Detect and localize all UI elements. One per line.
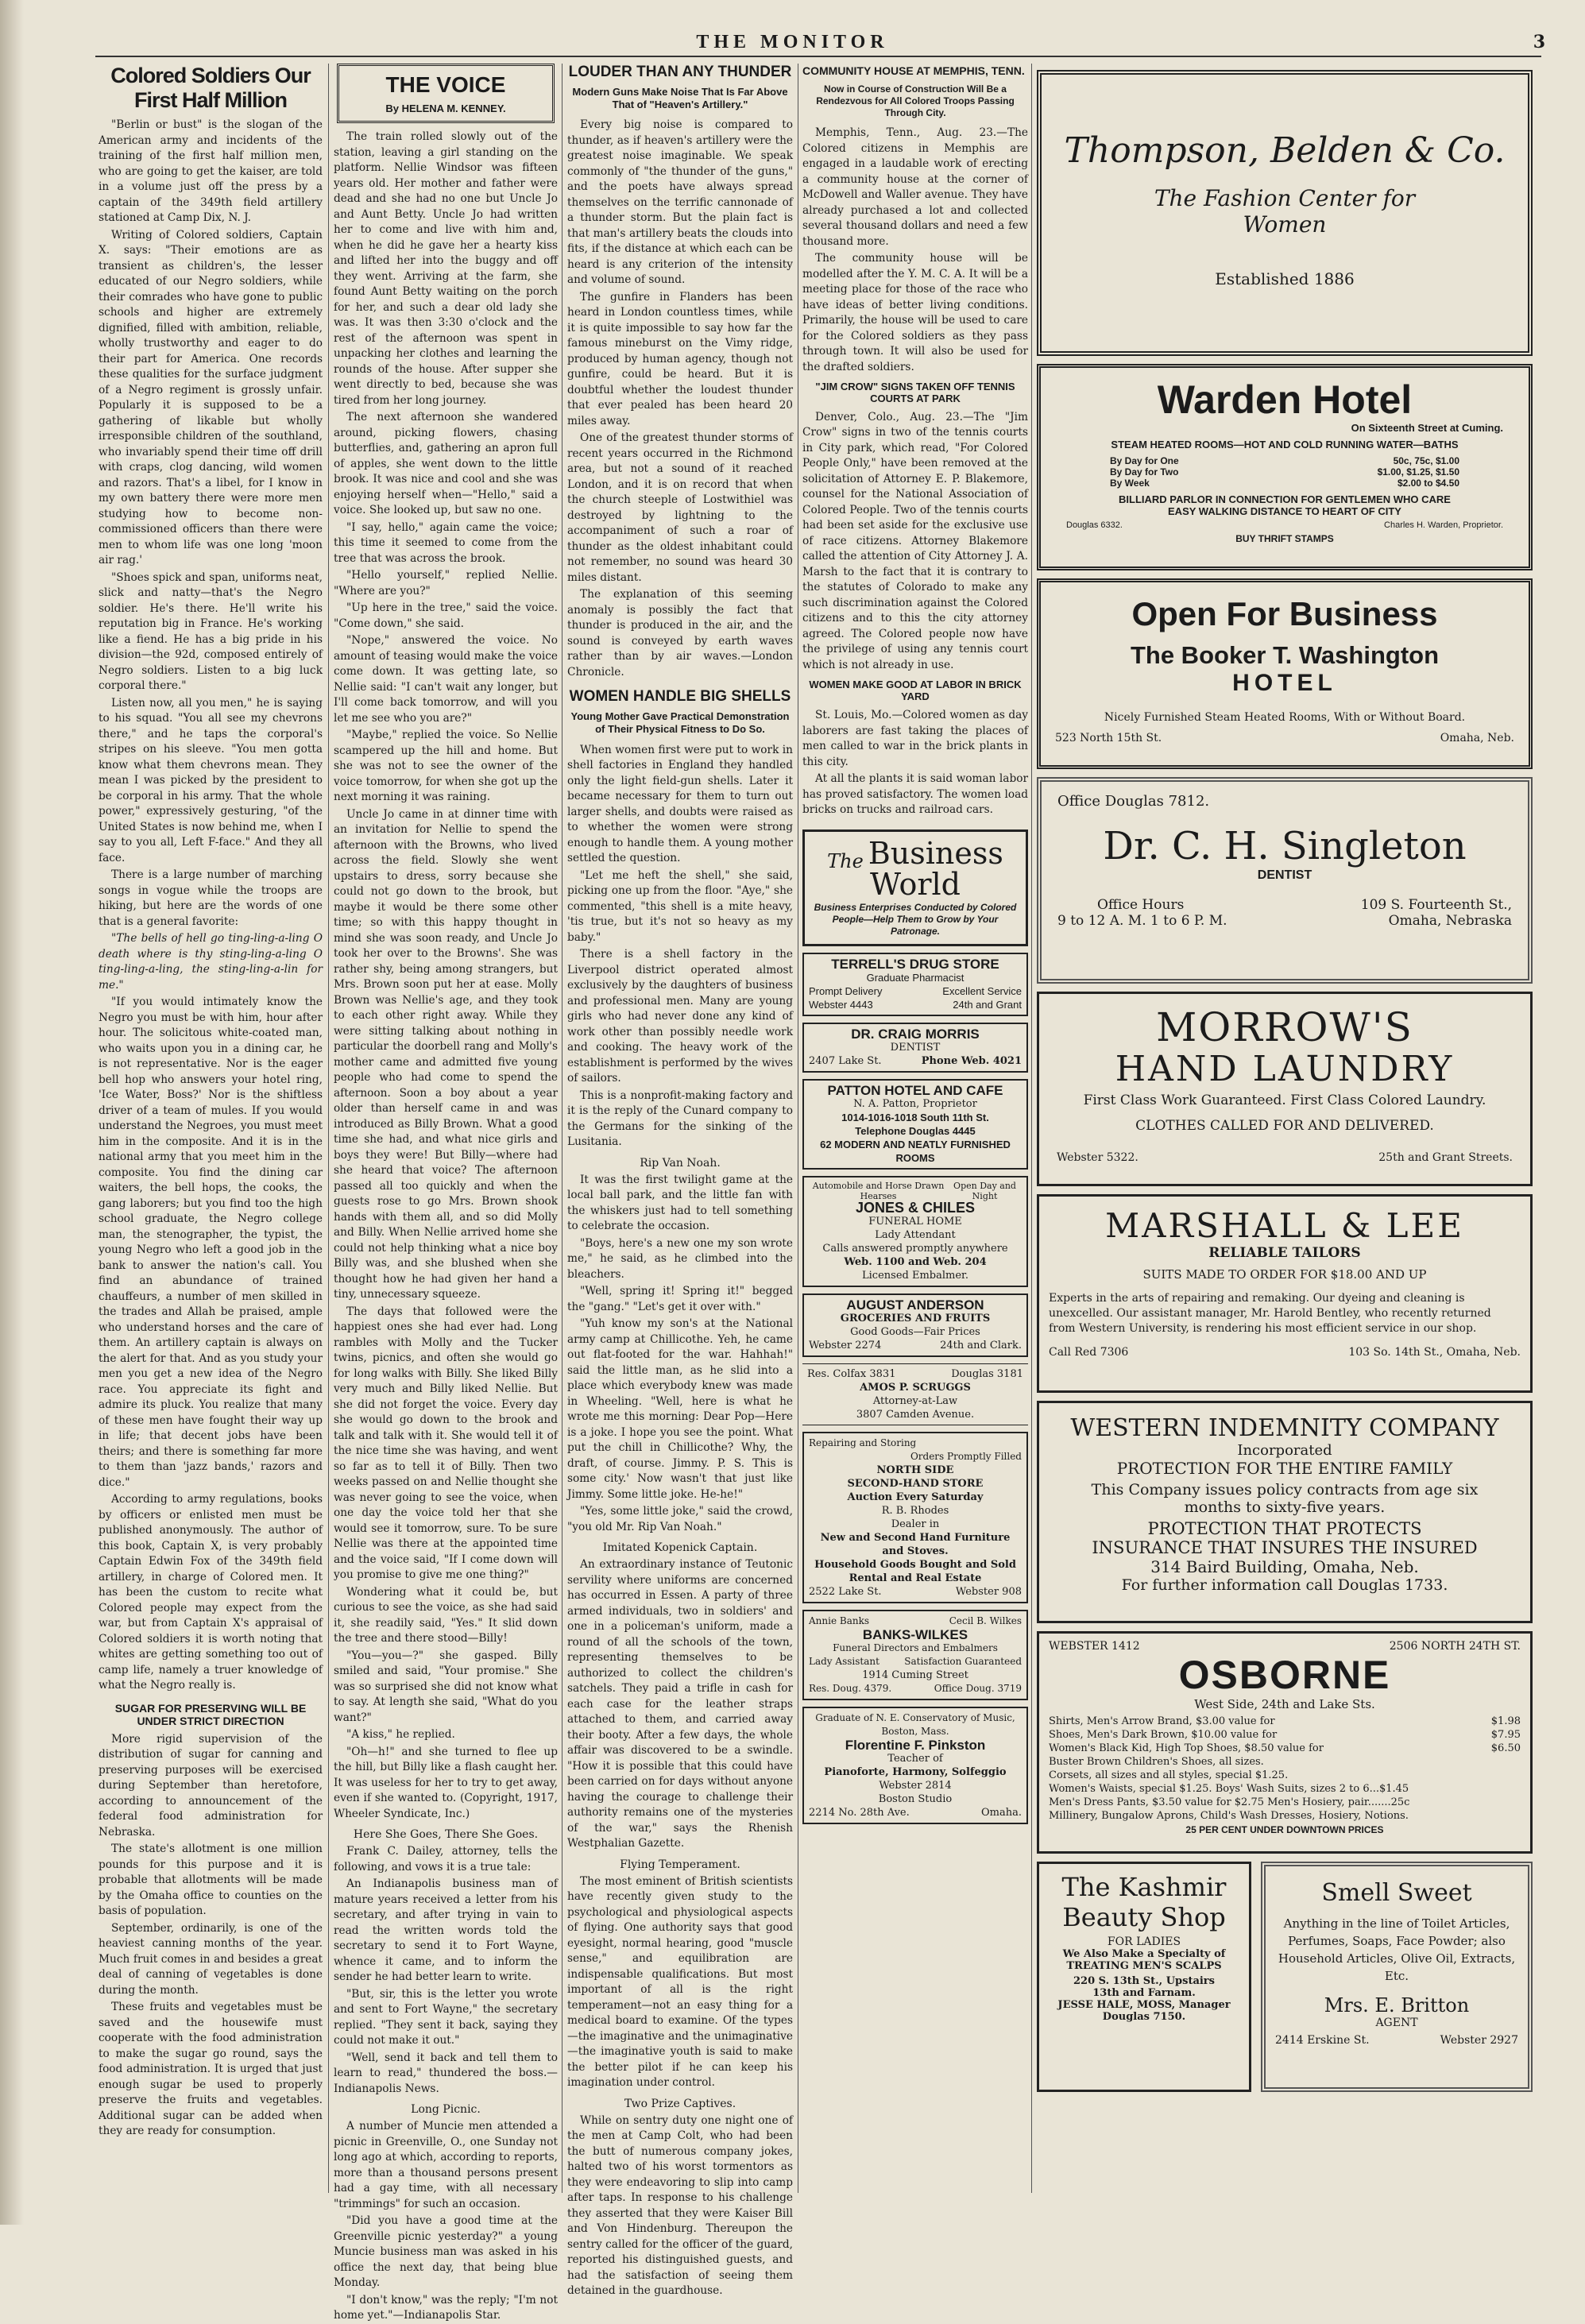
ad-line: CLOTHES CALLED FOR AND DELIVERED. <box>1135 1118 1434 1134</box>
paragraph: When women first were put to work in shell factories in England they handled only the light field-gun shells. Later it became necessary for them to turn out larger shells, and doubts were raised as to whether the women were strong enough to handle them. A young mother settled the question. <box>567 743 793 865</box>
ad-line: Automobile and Horse Drawn Hearses <box>812 1180 945 1201</box>
ad-line: Orders Promptly Filled <box>910 1450 1022 1462</box>
ad-line: EASY WALKING DISTANCE TO HEART OF CITY <box>1168 505 1401 517</box>
ad-kashmir-beauty-shop <box>1037 1862 1251 2092</box>
ad-name: MARSHALL & LEE <box>1105 1206 1464 1245</box>
ad-name: NORTH SIDE <box>876 1464 954 1476</box>
ad-marshall-lee <box>1037 1194 1533 1393</box>
ad-jones-chiles <box>802 1176 1028 1287</box>
ad-line: We Also Make a Specialty of <box>1062 1948 1226 1960</box>
ad-name: Smell Sweet <box>1321 1879 1472 1907</box>
paragraph: The community house will be modelled after the Y. M. C. A. It will be a meeting place for those of the race who have ideas of better living conditions. Primarily, the house will be used to care for the Colored soldiers as they pass through town. It will also be used for the drafted soldiers. <box>802 252 1028 373</box>
paragraph: These fruits and vegetables must be saved and the housewife must cooperate with the food administration to make the sugar go round, says the food administration. It is urged that just enough sugar be used to properly preserve the fruits and vegetables. Additional sugar can be added when they are ready for consumption. <box>99 2001 323 2138</box>
ad-phone: Douglas 3181 <box>951 1367 1023 1380</box>
ad-name: BANKS-WILKES <box>862 1626 968 1642</box>
price-value: $1.98 <box>1490 1715 1521 1727</box>
headline-colored-soldiers: Colored Soldiers Our First Half Million <box>110 64 311 113</box>
ad-name: Florentine F. Pinkston <box>845 1737 986 1753</box>
paragraph: The most eminent of British scientists have recently given study to the psychological and physiological aspects of flying. One authority says that good eyesight, normal hearing, good "muscle sense," and equilibration are indispensable qualifications. But most important of all is the right temperament—not an easy thing for a medical board to examine. Of the types—the imaginative and the unimaginative—the imaginative youth is said to make the better pilot if he can keep his imagination under control. <box>567 1874 793 2090</box>
headline-rip-van-noah: Rip Van Noah. <box>640 1156 721 1170</box>
ad-line: Nicely Furnished Steam Heated Rooms, With or Without Board. <box>1104 711 1466 724</box>
ad-name: OSBORNE <box>1178 1653 1391 1697</box>
ad-line: Incorporated <box>1237 1442 1332 1459</box>
ad-phone: Douglas 6332. <box>1066 520 1123 530</box>
ad-line: Satisfaction Guaranteed <box>904 1655 1022 1667</box>
ad-line: On Sixteenth Street at Cuming. <box>1351 422 1503 434</box>
paragraph: The days that followed were the happiest ones she had ever had. Long rambles with Molly and the Tucker twins, picnics, and often she would go for long walks with Billy. She liked Billy very much and Billy liked Nellie. But she did not forget the voice. Every day she would go down to the brook and talk and talk with it. She would tell it of the nice time she was having, and went so far as to tell it of Billy. Then two weeks passed on and Nellie thought she was never going to see the voice, when one day the voice told her that she would see it tomorrow, sure. To be sure Nellie was there at the appointed time and the voice said, "If I come down will you promise to give me one thing?" <box>334 1305 558 1581</box>
ad-name: Beauty Shop <box>1062 1902 1226 1932</box>
ad-name: Thompson, Belden & Co. <box>1064 130 1506 171</box>
ad-line: PROTECTION THAT PROTECTS <box>1147 1519 1422 1538</box>
price-row <box>1049 1728 1521 1742</box>
ad-line: BILLIARD PARLOR IN CONNECTION FOR GENTLEMEN WHO CARE <box>1119 493 1451 505</box>
ad-line: JESSE HALE, MOSS, Manager <box>1057 1999 1231 2011</box>
ad-line: Auction Every Saturday <box>847 1491 984 1503</box>
paragraph: "Yes, some little joke," said the crowd, "you old Mr. Rip Van Noah." <box>567 1505 793 1533</box>
the-voice-title-box <box>337 64 555 123</box>
ad-line: Pianoforte, Harmony, Solfeggio <box>824 1765 1007 1778</box>
ad-address: 314 Baird Building, Omaha, Neb. <box>1150 1557 1419 1576</box>
ad-phone: Office Doug. 3719 <box>934 1682 1022 1694</box>
ad-phone: Office Douglas 7812. <box>1057 793 1210 810</box>
ad-phone: WEBSTER 1412 <box>1049 1640 1140 1653</box>
ad-line: STEAM HEATED ROOMS—HOT AND COLD RUNNING WATER—BATHS <box>1111 439 1459 450</box>
paragraph: A number of Muncie men attended a picnic in Greenville, O., one Sunday not long ago at which, according to reports, more than a thousand persons present had a gay time, with all necessary "trimmings" for such an occasion. <box>334 2120 558 2210</box>
ad-name: WESTERN INDEMNITY COMPANY <box>1070 1414 1499 1442</box>
ad-line: Buster Brown Children's Shoes, all sizes. <box>1049 1756 1264 1768</box>
paragraph: An extraordinary instance of Teutonic servility where uniforms are concerned has occurred in Essen. A party of three armed individuals, two in soldiers' and one in a policeman's uniform, made a round of all the schools of the town, representing themselves to be authorized to collect the children's satchels. They paid a trifle in cash for each case for the leather straps attached to them, and carried away their booty. After a few days, the whole affair was discovered to be a swindle. "How it is possible that this could have been carried on for days without anyone having the courage to challenge their authority remains one of the mysteries of the war," says the Rhenish Westphalian Gazette. <box>567 1558 793 1850</box>
paragraph: This is a nonprofit-making factory and it is the reply of the Cunard company to the Germans for the sinking of the Lusitania. <box>567 1089 793 1149</box>
ad-phone: Webster 908 <box>955 1585 1022 1598</box>
ad-name: MORROW'S <box>1156 1004 1413 1050</box>
ad-line: BUY THRIFT STAMPS <box>1235 533 1334 544</box>
paragraph: "Nope," answered the voice. No amount of teasing would make the voice come down. It was getting late, so Nellie said: "I can't wait any longer, but I'll come back tomorrow, and will you let me see who you are?" <box>334 634 558 725</box>
headline-jim-crow: "JIM CROW" SIGNS TAKEN OFF TENNIS COURTS AT PARK <box>815 381 1015 404</box>
rate-label: By Day for One <box>1110 455 1179 466</box>
ad-line: Established 1886 <box>1215 269 1355 288</box>
column-4 <box>802 64 1028 2193</box>
ad-phone: Res. Colfax 3831 <box>807 1367 896 1380</box>
rate-row <box>1110 478 1459 489</box>
column-divider <box>1031 64 1032 2193</box>
ad-smell-sweet <box>1261 1862 1533 2092</box>
ad-line: Good Goods—Fair Prices <box>850 1325 980 1338</box>
ad-warden-hotel <box>1037 364 1533 570</box>
ad-name: JONES & CHILES <box>855 1199 976 1216</box>
paragraph: "A kiss," he replied. <box>346 1728 455 1741</box>
ad-line: DENTIST <box>1257 868 1312 882</box>
column-2 <box>334 64 558 2322</box>
paragraph: The gunfire in Flanders has been heard in London countless times, while it is quite impossible to say how far the famous mineburst on the Vimy ridge, produced by human agency, though not gunfire, could be heard. But it is doubtful whether the loudest thunder that ever pealed has been heard 20 miles away. <box>567 290 793 427</box>
price-label: Women's Black Kid, High Top Shoes, $8.50 value for <box>1049 1742 1324 1754</box>
rate-value: 50c, 75c, $1.00 <box>1393 455 1459 466</box>
ad-line: Cecil B. Wilkes <box>949 1614 1022 1626</box>
ad-line: West Side, 24th and Lake Sts. <box>1194 1697 1375 1711</box>
subhead: Modern Guns Make Noise That Is Far Above That of "Heaven's Artillery." <box>572 85 788 111</box>
bw-business: Business <box>868 835 1003 871</box>
ad-line: New and Second Hand Furniture and Stoves. <box>820 1531 1011 1557</box>
ad-osborne <box>1037 1631 1533 1854</box>
ad-line: Corsets, all sizes and all styles, special $1.25. <box>1049 1769 1289 1781</box>
headline-flying: Flying Temperament. <box>620 1858 740 1871</box>
ad-line: The Fashion Center for <box>1154 185 1416 211</box>
ad-line: Office Hours <box>1097 897 1185 913</box>
ad-line: Lady Attendant <box>875 1228 956 1241</box>
paragraph: Writing of Colored soldiers, Captain X. says: "Their emotions are as transient as children's, the lesser educated of our Negro soldiers, while their comrades who have gone to public schools and higher are extremely dignified, filled with ambition, reliable, wholly trustworthy and eager to do their part for America. One records these qualities for the surface judgment of a Negro regiment is grossly unfair. Popularly it is supposed to be a gathering of likable but wholly irresponsible children of the southland, who invariably spend their time off drill with craps, clog dancing, wild women and razors. That's a libel, for I know in my own battery there were more men studying how to become non-commissioned officers than there were men to whom life was one long 'moon air rag.' <box>99 228 323 567</box>
paragraph: "But, sir, this is the letter you wrote and sent to Fort Wayne," the secretary replied. "They sent it back, saying they could not make it out." <box>334 1987 558 2047</box>
ad-line: FUNERAL HOME <box>868 1215 962 1228</box>
paragraph: Frank C. Dailey, attorney, tells the following, and vows it is a true tale: <box>334 1845 558 1874</box>
ad-line: Omaha, Nebraska <box>1388 913 1512 929</box>
price-row <box>1049 1742 1521 1755</box>
story-the-voice <box>334 130 558 1822</box>
ad-north-side-store <box>802 1432 1028 1603</box>
ad-patton-hotel <box>802 1079 1028 1170</box>
ad-name: The Kashmir <box>1061 1872 1227 1902</box>
paragraph: It was the first twilight game at the local ball park, and the little fan with the whiskers just had to tell something to celebrate the occasion. <box>567 1173 793 1233</box>
paragraph: "I don't know," was the reply; "I'm not home yet."—Indianapolis Star. <box>334 2293 558 2322</box>
rate-value: $1.00, $1.25, $1.50 <box>1377 466 1459 478</box>
ad-line: Annie Banks <box>809 1614 870 1626</box>
headline-women-brick-yard: WOMEN MAKE GOOD AT LABOR IN BRICK YARD <box>809 679 1022 703</box>
ad-name: Dr. C. H. Singleton <box>1103 824 1467 868</box>
ad-line: Prompt Delivery <box>809 984 883 997</box>
paragraph: While on sentry duty one night one of the men at Camp Colt, who had been the butt of numerous company jokes, halted two of his worst tormentors as they were endeavoring to slip into camp after taps. In response to his challenge they asserted that they were Kaiser Bill and Von Hindenburg. Thereupon the sentry called for the officer of the guard, reported his distinguished guests, and had the satisfaction of seeing them detained in the guardhouse. <box>567 2113 793 2298</box>
ad-address: 3807 Camden Avenue. <box>856 1408 975 1421</box>
paragraph: There is a shell factory in the Liverpool district operated almost exclusively by the daughters of business and professional men. Many are young girls who had never done any kind of work other than possibly needle work and cooking. The heavy work of the establishment is performed by the wives of sailors. <box>567 948 793 1085</box>
ad-line: Lady Assistant <box>809 1655 879 1667</box>
headline-community-house: COMMUNITY HOUSE AT MEMPHIS, TENN. <box>802 64 1025 77</box>
paragraph: Every big noise is compared to thunder, as if heaven's artillery were the greatest noise imaginable. We speak commonly of "the thunder of the guns," and the poets have always spread themselves on the terrific cannonade of a thunder storm. But the plain fact is that man's artillery beats the clouds into fits, if the distance at which each can be heard is any criterion of the intensity and volume of sound. <box>567 118 793 287</box>
ad-terrells-drug <box>802 953 1028 1016</box>
paragraph: Listen now, all you men," he is saying to his squad. "You all see my chevrons there," and he taps the corporal's stripes on his sleeve. "You men gotta know what them chevrons mean. They mean I was picked by the president to be corporal in his army. That the whole power," expressively gesturing, "of the United States is now behind me, when I say to you all, Left F-face." And they all face. <box>99 696 323 864</box>
bw-tagline: Business Enterprises Conducted by Colored People—Help Them to Grow by Your Patronage. <box>814 901 1017 937</box>
paragraph: The state's allotment is one million pounds for this purpose and it is probable that allotments will be made by the Omaha office to counties on the basis of population. <box>99 1843 323 1918</box>
ad-line: Open Day and Night <box>953 1180 1016 1201</box>
ad-line: Boston Studio <box>878 1792 953 1805</box>
ad-phone: Call Red 7306 <box>1049 1346 1129 1359</box>
ad-line: Attorney-at-Law <box>872 1394 958 1407</box>
ad-line: Funeral Directors and Embalmers <box>833 1641 998 1653</box>
ad-address: 2414 Erskine St. <box>1275 2034 1370 2047</box>
ad-name: Mrs. E. Britton <box>1324 1994 1470 2017</box>
ad-address: 13th and Farnam. <box>1092 1987 1196 1999</box>
bw-the: The <box>827 849 864 872</box>
ad-name: PATTON HOTEL AND CAFE <box>827 1082 1003 1098</box>
paragraph: "Up here in the tree," said the voice. "Come down," she said. <box>334 601 558 630</box>
ad-phone: Douglas 7150. <box>1102 2011 1186 2023</box>
paragraph: "Berlin or bust" is the slogan of the American army and incidents of the training of the first half million men, who are going to get the kaiser, are told in a volume just off the press by a captain of the 349th field artillery stationed at Camp Dix, N. J. <box>99 118 323 225</box>
ad-thompson-belden <box>1037 70 1533 356</box>
ad-phone: Res. Doug. 4379. <box>809 1682 892 1694</box>
ad-body: Experts in the arts of repairing and remaking. Our dyeing and cleaning is unexcelled. Our assistant manager, Mr. Harold Bentley, who recently returned from Western University, is rendering his most efficient service in our shop. <box>1049 1292 1491 1335</box>
ad-phone: Webster 2274 <box>809 1339 882 1351</box>
headline-captives: Two Prize Captives. <box>624 2097 736 2110</box>
ad-line: This Company issues policy contracts from age six months to sixty-five years. <box>1091 1481 1479 1516</box>
paragraph: Memphis, Tenn., Aug. 23.—The Colored citizens in Memphis are engaged in a laudable work of erecting a community house at the corner of McDowell and Waller avenue. They have already purchased a lot and collected several thousand dollars and need a few thousand more. <box>802 126 1028 248</box>
column-divider <box>328 64 329 2193</box>
headline-kopenick: Imitated Kopenick Captain. <box>602 1541 758 1555</box>
ad-address: 2214 No. 28th Ave. <box>809 1806 910 1819</box>
ad-line: RELIABLE TAILORS <box>1208 1245 1361 1261</box>
ad-line: INSURANCE THAT INSURES THE INSURED <box>1092 1538 1478 1557</box>
ad-line: Teacher of <box>887 1752 943 1765</box>
paragraph: "Hello yourself," replied Nellie. "Where are you?" <box>334 569 558 597</box>
price-label: Shoes, Men's Dark Brown, $10.00 value for <box>1049 1729 1278 1741</box>
byline: By HELENA M. KENNEY. <box>385 102 506 114</box>
masthead <box>0 32 1585 51</box>
ad-line: PROTECTION FOR THE ENTIRE FAMILY <box>1116 1459 1453 1478</box>
ad-line: 62 MODERN AND NEATLY FURNISHED ROOMS <box>820 1138 1011 1164</box>
ad-name: SECOND-HAND STORE <box>847 1477 984 1490</box>
price-row <box>1049 1715 1521 1728</box>
ad-line: AGENT <box>1375 2017 1418 2029</box>
price-value: $6.50 <box>1490 1742 1521 1754</box>
paragraph: More rigid supervision of the distribution of sugar for canning and preserving purposes will be exercised during September than heretofore, according to announcement of the federal food administration for Nebraska. <box>99 1732 323 1839</box>
paragraph: An Indianapolis business man of mature years received a letter from his secretary, and after trying in vain to read the written words told the secretary to send it to Fort Wayne, whence it came, and to inform the sender he had better learn to write. <box>334 1877 558 1983</box>
ad-body: Anything in the line of Toilet Articles, Perfumes, Soaps, Face Powder; also Household Articles, Olive Oil, Extracts, Etc. <box>1278 1916 1516 1983</box>
rate-row <box>1110 466 1459 478</box>
paragraph: "I say, hello," again came the voice; this time it seemed to come from the tree that was across the brook. <box>334 520 558 565</box>
ad-address: 2506 NORTH 24TH ST. <box>1389 1640 1521 1653</box>
ad-line: Calls answered promptly anywhere <box>822 1242 1008 1255</box>
paragraph: There is a large number of marching songs in vogue while the troops are hiking, but here are the words of one that is a general favorite: <box>99 868 323 928</box>
paragraph: St. Louis, Mo.—Colored women as day laborers are fast taking the places of men called to war in the brick plants in this city. <box>802 709 1028 768</box>
ad-name: AMOS P. SCRUGGS <box>860 1381 971 1394</box>
price-value: $7.95 <box>1490 1729 1521 1741</box>
ad-line: Licensed Embalmer. <box>862 1269 968 1282</box>
ad-line: FOR LADIES <box>1107 1935 1181 1948</box>
ad-western-indemnity <box>1037 1401 1533 1623</box>
ad-line: Millinery, Bungalow Aprons, Child's Wash Dresses, Hosiery, Notions. <box>1049 1810 1409 1822</box>
paragraph: "Boys, here's a new one my son wrote me," he said, as he climbed into the bleachers. <box>567 1236 793 1281</box>
paragraph: The explanation of this seeming anomaly is possibly the fact that thunder is produced in the air, and the sound is conveyed by earth waves rather than by air waves.—London Chronicle. <box>567 588 793 679</box>
ad-line: HAND LAUNDRY <box>1115 1049 1455 1089</box>
ad-address: 103 So. 14th St., Omaha, Neb. <box>1348 1346 1521 1359</box>
ad-line: Omaha. <box>981 1806 1022 1819</box>
ad-name: Open For Business <box>1131 595 1438 632</box>
rate-label: By Week <box>1110 478 1150 489</box>
headline-here-she-goes: Here She Goes, There She Goes. <box>353 1828 539 1841</box>
ad-address: 1914 Cuming Street <box>862 1669 968 1681</box>
ad-line: DENTIST <box>890 1041 941 1054</box>
paragraph: "Let me heft the shell," she said, picking one up from the floor. "Aye," she commented, "this shell is a mite heavy, 'tis true, but it's not so heavy as my baby." <box>567 868 793 944</box>
ad-line: The Booker T. Washington <box>1130 641 1440 669</box>
ad-amos-scruggs <box>802 1363 1028 1425</box>
price-label: Shirts, Men's Arrow Brand, $3.00 value for <box>1049 1715 1275 1727</box>
page-number: 3 <box>1533 32 1545 52</box>
paragraph: "Shoes spick and span, uniforms neat, slick and natty—that's the Negro soldier. He's there. He'll write his reputation big in France. He's working like a fiend. He has a big pride in his division—the 92d, composed entirely of Negro soldiers. Listen to a big luck corporal there." <box>99 570 323 693</box>
ad-address: 220 S. 13th St., Upstairs <box>1073 1975 1215 1987</box>
paragraph: "If you would intimately know the Negro you must be with him, hour after hour. The solicitous white-coated man, who waits upon you in a dining car, he is not representative. Nor is the eager bell hop who answers your hotel ring, 'Ice Water, Boss?' Nor is the shiftless driver of a team of mules. If you would understand the Negroes, you must meet him in the composite. And it is in the national army that you meet him in the composite. You find the dining car waiters, the bell hops, the cooks, the gang laborers; but you find too the high school graduate, the Negro college man, the stenographer, the typist, the young Negro who left a good job in the bank to answer the nation's call. You find an abundance of trained chauffeurs, a number of men skilled in the trades and Allah be praised, ample who understand horses and the care of them. An artillery captain is always on the alert for that. And as you study your men you get a new idea of the Negro race. You appreciate its fight and admire its pluck. You realize that many of these men have fought their way up in life; that decent jobs have been theirs; and there is something far more to them than 'jazz bands,' razors and dice." <box>99 996 323 1489</box>
ad-line: Dealer in <box>891 1518 940 1530</box>
business-world-box <box>802 829 1028 946</box>
ad-craig-morris <box>802 1023 1028 1073</box>
paragraph: "Maybe," replied the voice. So Nellie scampered up the hill and home. But she was not to see the owner of the voice tomorrow, for when she got up the next morning it was raining. <box>334 729 558 803</box>
paragraph: "You—you—?" she gasped. Billy smiled and said, "Your promise." She was so surprised she did not know what to say. At length she said, "What do you want?" <box>334 1649 558 1724</box>
ad-line: For further information call Douglas 1733. <box>1121 1576 1448 1594</box>
paragraph: Denver, Colo., Aug. 23.—The "Jim Crow" signs in two of the tennis courts in City park, which read, "For Colored People Only," have been removed at the solicitation of Attorney E. P. Blakemore, counsel for the National Association of Colored People. Two of the tennis courts had been set aside for the exclusive use of race citizens. Attorney Blakemore called the attention of City Attorney J. A. Marsh to the fact that it is contrary to the statutes of Colorado to make any such discrimination against the Colored citizens and to this the city attorney agreed. The Colored people now have the privilege of using any tennis court which is not already in use. <box>802 410 1028 671</box>
story-title: THE VOICE <box>385 72 506 97</box>
ad-name: AUGUST ANDERSON <box>846 1297 984 1313</box>
paragraph: At all the plants it is said woman labor has proved satisfactory. The women load bricks on trucks and railroad cars. <box>802 772 1028 817</box>
masthead-rule <box>95 56 1541 57</box>
headline-sugar: SUGAR FOR PRESERVING WILL BE UNDER STRICT DIRECTION <box>114 1701 307 1727</box>
ad-line: SUITS MADE TO ORDER FOR $18.00 AND UP <box>1142 1267 1427 1282</box>
ad-phone: Web. 1100 and Web. 204 <box>844 1255 987 1268</box>
ad-phone: Webster 2927 <box>1440 2034 1518 2047</box>
ad-line: Graduate of N. E. Conservatory of Music, Boston, Mass. <box>815 1711 1015 1737</box>
paragraph: One of the greatest thunder storms of recent years occurred in the Richmond area, but not a sound of it reached London, and it is on record that when the church steeple of Lostwithiel was destroyed by lightning to the accompaniment of such a roar of thunder as the oldest inhabitant could not remember, no sound was heard 30 miles distant. <box>567 431 793 584</box>
bw-world: World <box>870 866 961 902</box>
ad-address: 2407 Lake St. <box>809 1054 882 1067</box>
headline-women-shells: WOMEN HANDLE BIG SHELLS <box>569 688 791 706</box>
paragraph: "Well, send it back and tell them to learn to read," thundered the boss.—Indianapolis News. <box>334 2051 558 2095</box>
ad-address: 24th and Grant <box>953 998 1022 1011</box>
ad-singleton-dentist <box>1037 777 1533 984</box>
ad-line: R. B. Rhodes <box>881 1504 949 1517</box>
ad-address: 24th and Clark. <box>940 1339 1022 1351</box>
paper-title: THE MONITOR <box>696 32 889 52</box>
subhead: Young Mother Gave Practical Demonstration of Their Physical Fitness to Do So. <box>570 710 790 736</box>
rate-row <box>1110 455 1459 466</box>
ad-line: Excellent Service <box>942 984 1022 997</box>
rate-label: By Day for Two <box>1110 466 1179 478</box>
ad-line: 25 PER CENT UNDER DOWNTOWN PRICES <box>1185 1824 1384 1835</box>
ad-line: First Class Work Guaranteed. First Class Colored Laundry. <box>1083 1092 1486 1108</box>
paragraph: The train rolled slowly out of the station, leaving a girl standing on the platform. Nellie Windsor was fifteen years old. Her mother and father were dead and she had no one but Uncle Jo and Aunt Betty. Uncle Jo had written her to come and live with him and, when he did he gave her a hearty kiss and lifted her into the buggy and off they went. Arriving at the farm, she found Aunt Betty waiting on the porch for her, and such a dear old lady she was. It was then 3:30 o'clock and the rest of the afternoon was spent in unpacking her clothes and learning the rounds of the house. After supper she went directly to bed, because she was tired from her long journey. <box>334 130 558 407</box>
paragraph: "Yuh know my son's at the National army camp at Chillicothe. Yeh, he came out flat-footed for the war. Hahhah!" said the little man, as he slid into a place which everybody knew was made in Wheeling. "Well, here is what he wrote me this morning: Dear Pop—Here is a joke. I hope you see the point. What put the chill in Chillicothe? Why, the draft, of course. Jimmy. P. S. This is some city.' Now wasn't that just like Jimmy. Some little joke. He-he!" <box>567 1317 793 1501</box>
ad-address: 25th and Grant Streets. <box>1378 1151 1513 1164</box>
ad-pinkston <box>802 1707 1028 1824</box>
ad-line: Graduate Pharmacist <box>866 971 965 984</box>
ad-line: 9 to 12 A. M. 1 to 6 P. M. <box>1057 913 1227 929</box>
ad-address: 109 S. Fourteenth St., <box>1360 897 1512 913</box>
paragraph: September, ordinarily, is one of the heaviest canning months of the year. Much fruit comes in and besides a great deal of canning of vegetables is done during the month. <box>99 1921 323 1997</box>
ad-morrows-laundry <box>1037 992 1533 1186</box>
paragraph: The next afternoon she wandered around, picking flowers, chasing butterflies, and, gathering an apron full of apples, she went down to the little brook. It was nice and cool and she was enjoying herself when—"Hello," said a voice. She looked up, but saw no one. <box>334 411 558 516</box>
ad-name: DR. CRAIG MORRIS <box>851 1026 980 1042</box>
ad-address: 523 North 15th St. <box>1055 732 1162 744</box>
paragraph: "Well, spring it! Spring it!" begged the "gang." "Let's get it over with." <box>567 1285 793 1313</box>
ad-line: Women <box>1243 211 1327 238</box>
ad-line: Omaha, Neb. <box>1440 732 1514 744</box>
headline-louder-than-thunder: LOUDER THAN ANY THUNDER <box>568 64 792 80</box>
column-1 <box>99 64 323 2193</box>
ad-line: TREATING MEN'S SCALPS <box>1066 1960 1222 1972</box>
ad-booker-washington-hotel <box>1037 578 1533 769</box>
article-colored-soldiers <box>99 118 323 1694</box>
ad-address: 1014-1016-1018 South 11th St. <box>841 1111 989 1123</box>
ad-august-anderson <box>802 1293 1028 1357</box>
ad-line: Women's Waists, special $1.25. Boys' Wash Suits, sizes 2 to 6...$1.45 <box>1049 1783 1409 1795</box>
ad-line: Household Goods Bought and Sold Rental and Real Estate <box>814 1558 1016 1584</box>
ad-line: HOTEL <box>1232 670 1337 696</box>
ad-phone: Telephone Douglas 4445 <box>855 1124 976 1137</box>
column-3 <box>567 64 793 2298</box>
article-sugar <box>99 1732 323 2140</box>
paragraph: "Oh—h!" and she turned to flee up the hill, but Billy like a flash caught her. It was useless for her to try to get away, even if she wanted to. (Copyright, 1917, Wheeler Syndicate, Inc.) <box>334 1745 558 1820</box>
column-5-ads <box>1037 70 1533 2199</box>
rate-value: $2.00 to $4.50 <box>1397 478 1459 489</box>
paragraph: Uncle Jo came in at dinner time with an invitation for Nellie to spend the afternoon with the Browns, who lived across the field. Slowly she went upstairs to dress, sorry because she could not go down to the brook, but maybe it would be there some other time; so with this happy thought in mind she was soon ready, and Uncle Jo took her over to the Browns'. She was rather shy, being among strangers, but Mrs. Brown soon put her at ease. Molly Brown was Nellie's age, and they took to each other right away. While they were sitting talking about nothing in particular the doorbell rang and Molly's mother came and admitted five young people who had come to spend the afternoon. Soon a boy about a year older than herself came in and was introduced as Billy Brown. What a good time she had, and what nice girls and boys they were! But Billy—where had she heard that voice? The afternoon passed all too quickly and when the guests rose to go Mrs. Brown shook hands with them all, and so did Molly and Billy. When Nellie arrived home she could not help thinking what a nice boy Billy was, and she blushed when she thought how he had given her hand a tiny, unnecessary squeeze. <box>334 807 558 1301</box>
ad-phone: Webster 5322. <box>1057 1151 1138 1164</box>
ad-phone: Webster 4443 <box>809 998 873 1011</box>
paragraph: According to army regulations, books by officers or enlisted men must be published anonymously. The author of this book, Captain X, is very probably Captain Edwin Fox of the 349th field artillery, in charge of Colored men. It has been the custom to recite what Colored people may expect from the war, but from Captain X's appraisal of Colored soldiers it is worth noting that whites are getting something too out of camp life, namely a truer knowledge of what the Negro really is. <box>99 1493 323 1692</box>
ad-line: N. A. Patton, Proprietor <box>853 1097 977 1110</box>
ad-line: Charles H. Warden, Proprietor. <box>1384 520 1503 530</box>
ad-name: TERRELL'S DRUG STORE <box>831 956 999 972</box>
ad-line: GROCERIES AND FRUITS <box>840 1312 991 1324</box>
verse: "The bells of hell go ting-ling-a-ling O death where is thy sting-ling-a-ling O ting-ling-a-ling, the sting-ling-a-lin for me." <box>99 932 323 992</box>
paragraph: "Did you have a good time at the Greenville picnic yesterday?" a young Muncie business man was asked in his office the next day, that being blue Monday. <box>334 2214 558 2289</box>
page-edge-stain <box>0 0 24 2225</box>
ad-address: 2522 Lake St. <box>809 1585 882 1598</box>
ad-phone: Phone Web. 4021 <box>921 1054 1022 1067</box>
ad-name: Warden Hotel <box>1157 377 1413 422</box>
paragraph: Wondering what it could be, but curious to see the voice, as she had said it, she readily said, "Yes." It slid down the tree and there stood—Billy! <box>334 1585 558 1645</box>
ad-line: Repairing and Storing <box>809 1437 917 1448</box>
ad-line: Men's Dress Pants, $3.50 value for $2.75 Men's Hosiery, pair.......25c <box>1049 1796 1410 1808</box>
subhead: Now in Course of Construction Will Be a Rendezvous for All Colored Troops Passing Through City. <box>816 83 1015 118</box>
headline-long-picnic: Long Picnic. <box>411 2103 481 2116</box>
ad-phone: Webster 2814 <box>879 1779 952 1792</box>
ad-banks-wilkes <box>802 1610 1028 1700</box>
